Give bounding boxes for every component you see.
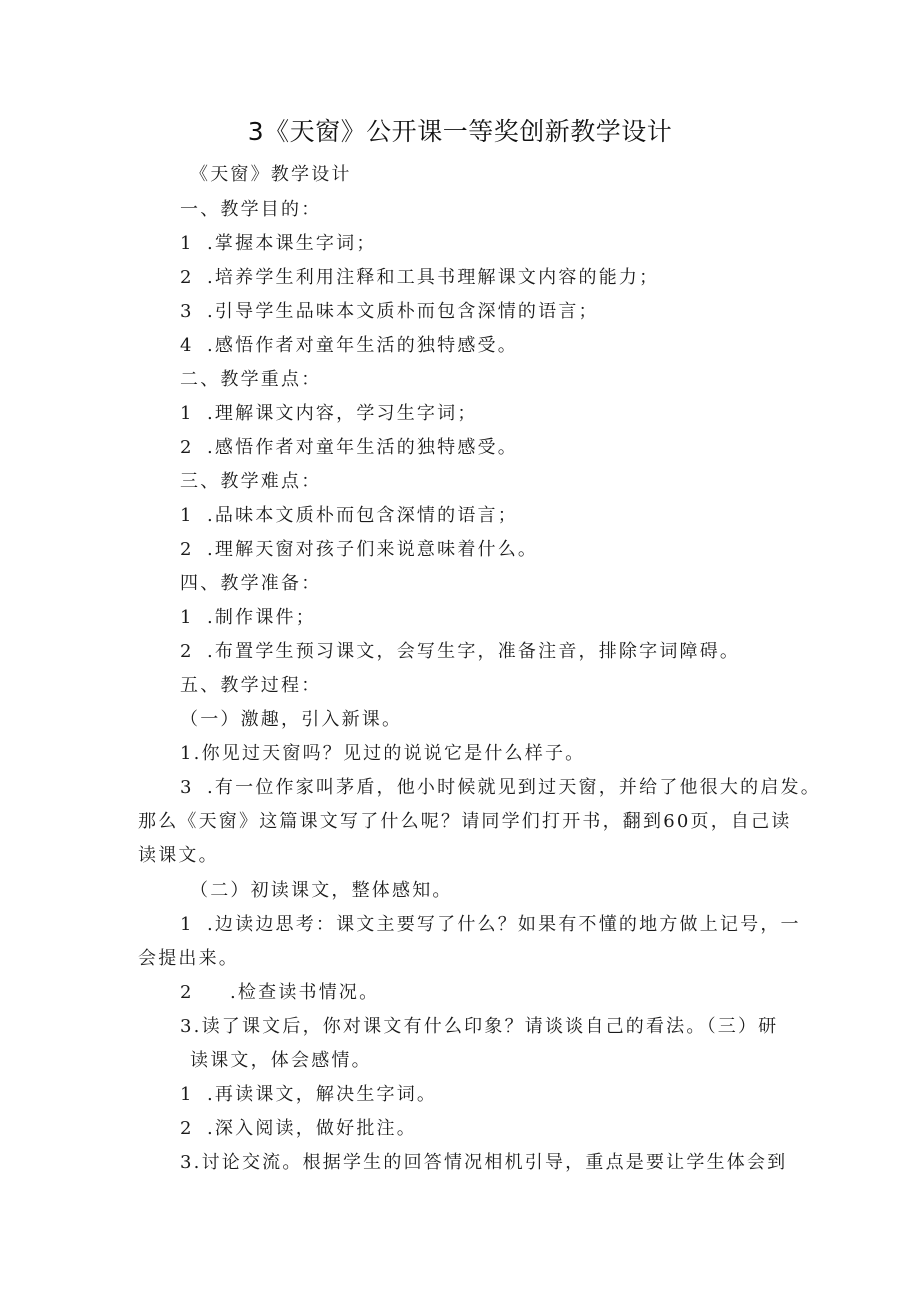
line-text: .深入阅读，做好批注。 xyxy=(207,1118,417,1139)
paragraph-line xyxy=(138,807,792,833)
list-item xyxy=(180,1080,437,1106)
item-number: 2 xyxy=(180,1118,194,1139)
line-text: 会提出来。 xyxy=(138,948,239,969)
line-text: .再读课文，解决生字词。 xyxy=(207,1084,438,1105)
list-item xyxy=(180,229,377,255)
paragraph-line xyxy=(180,773,821,799)
item-number: 2 xyxy=(180,267,194,288)
item-number: 1 xyxy=(180,607,194,628)
line-text: .感悟作者对童年生活的独特感受。 xyxy=(207,335,518,356)
section-heading xyxy=(180,365,321,391)
line-text: 那么《天窗》这篇课文写了什么呢？请同学们打开书，翻到60页，自己读 xyxy=(138,811,792,832)
list-item xyxy=(180,433,518,459)
subsection-heading xyxy=(180,705,402,731)
line-text: .感悟作者对童年生活的独特感受。 xyxy=(207,437,518,458)
line-text: .有一位作家叫茅盾，他小时候就见到过天窗，并给了他很大的启发。 xyxy=(207,777,821,798)
list-item xyxy=(180,603,316,629)
line-text: 三、教学难点： xyxy=(180,471,322,492)
list-item xyxy=(180,1114,417,1140)
list-item xyxy=(180,978,379,1004)
list-item xyxy=(180,331,518,357)
paragraph-line xyxy=(180,1012,778,1038)
line-text: 3.讨论交流。根据学生的回答情况相机引导，重点是要让学生体会到 xyxy=(180,1152,788,1173)
section-heading xyxy=(180,671,321,697)
line-text: （二）初读课文，整体感知。 xyxy=(190,880,453,901)
line-text: 读课文，体会感情。 xyxy=(190,1050,372,1071)
item-number: 2 xyxy=(180,982,194,1003)
line-text: 五、教学过程： xyxy=(180,675,322,696)
list-item xyxy=(180,501,518,527)
paragraph-line xyxy=(180,910,801,936)
line-text: 《天窗》教学设计 xyxy=(190,164,352,185)
list-item xyxy=(180,297,599,323)
item-number: 4 xyxy=(180,335,194,356)
line-text: .检查读书情况。 xyxy=(230,982,380,1003)
item-number: 1 xyxy=(180,914,194,935)
line-text: .品味本文质朴而包含深情的语言； xyxy=(207,505,518,526)
line-text: （一）激趣，引入新课。 xyxy=(180,709,403,730)
list-item xyxy=(180,535,538,561)
line-text: .培养学生利用注释和工具书理解课文内容的能力； xyxy=(207,267,660,288)
item-number: 1 xyxy=(180,1084,194,1105)
section-heading xyxy=(180,569,321,595)
line-text: .布置学生预习课文，会写生字，准备注音，排除字词障碍。 xyxy=(207,641,741,662)
item-number: 2 xyxy=(180,539,194,560)
line-text: .制作课件； xyxy=(207,607,316,628)
list-item xyxy=(180,637,740,663)
subtitle-line xyxy=(190,160,352,186)
line-text: .理解课文内容，学习生字词； xyxy=(207,403,478,424)
paragraph-line xyxy=(138,944,239,970)
line-text: 四、教学准备： xyxy=(180,573,322,594)
line-text: .边读边思考：课文主要写了什么？如果有不懂的地方做上记号，一 xyxy=(207,914,801,935)
item-number: 2 xyxy=(180,641,194,662)
line-text: 读课文。 xyxy=(138,845,219,866)
list-item xyxy=(180,399,478,425)
document-title: 3《天窗》公开课一等奖创新教学设计 xyxy=(247,117,673,146)
paragraph-line xyxy=(180,739,585,765)
item-number: 3 xyxy=(180,301,194,322)
line-text: .理解天窗对孩子们来说意味着什么。 xyxy=(207,539,539,560)
item-number: 2 xyxy=(180,437,194,458)
line-text: 一、教学目的： xyxy=(180,199,322,220)
subsection-heading xyxy=(190,876,453,902)
item-number: 1 xyxy=(180,403,194,424)
item-number: 1 xyxy=(180,233,194,254)
line-text: 3.读了课文后，你对课文有什么印象？请谈谈自己的看法。（三）研 xyxy=(180,1016,779,1037)
line-text: .引导学生品味本文质朴而包含深情的语言； xyxy=(207,301,599,322)
item-number: 1 xyxy=(180,505,194,526)
section-heading xyxy=(180,195,321,221)
item-number: 3 xyxy=(180,777,194,798)
line-text: 1.你见过天窗吗？见过的说说它是什么样子。 xyxy=(180,743,586,764)
list-item xyxy=(180,263,659,289)
paragraph-line xyxy=(180,1148,787,1174)
paragraph-line xyxy=(190,1046,372,1072)
paragraph-line xyxy=(138,841,219,867)
line-text: .掌握本课生字词； xyxy=(207,233,377,254)
line-text: 二、教学重点： xyxy=(180,369,322,390)
section-heading xyxy=(180,467,321,493)
